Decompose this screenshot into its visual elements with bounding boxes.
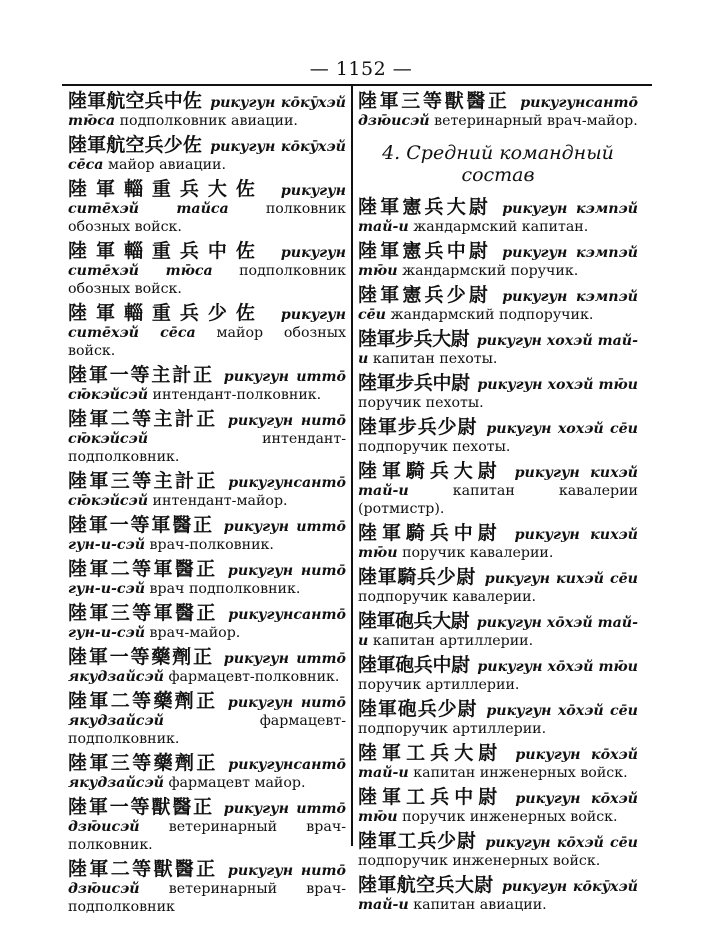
entry-translation: ветеринарный врач-майор. [434, 113, 638, 129]
dictionary-entry [358, 374, 638, 412]
entry-kanji: 陸軍砲兵少尉 [358, 698, 478, 720]
entry-kanji: 陸軍騎兵大尉 [358, 460, 502, 482]
dictionary-entry [358, 876, 638, 914]
entry-kanji: 陸軍憲兵少尉 [358, 284, 492, 306]
entry-romaji: рикугун ситēхэй сēса [68, 307, 346, 341]
entry-kanji: 陸軍航空兵少佐 [68, 134, 203, 156]
entry-kanji: 陸軍輜重兵中佐 [68, 240, 264, 262]
entry-romaji: рикугун кихэй тю̄и [358, 527, 638, 561]
dictionary-entry [358, 92, 638, 130]
entry-romaji: рикугун кэмпэй тю̄и [358, 245, 638, 279]
entry-romaji: рикугун хōхэй сēи [486, 703, 638, 719]
dictionary-entry [358, 286, 638, 324]
entry-translation: фармацевт-полковник. [168, 669, 340, 685]
entry-kanji: 陸軍騎兵中尉 [358, 522, 502, 544]
entry-romaji: рикугун кōкӯхэй сēса [68, 139, 346, 173]
dictionary-entry [68, 180, 346, 236]
entry-romaji: рикугун нитō сю̄кэйсэй [68, 413, 346, 447]
entry-romaji: рикугун кэмпэй тай-и [358, 201, 638, 235]
entry-kanji: 陸軍騎兵少尉 [358, 566, 477, 588]
entry-translation: врач-полковник. [149, 537, 274, 553]
entry-translation: полковник обозных войск. [68, 201, 346, 235]
entry-romaji: рикугун хохэй тай-и [358, 333, 638, 367]
entry-translation: подпоручик артиллерии. [358, 721, 547, 737]
dictionary-entry [68, 472, 346, 510]
entry-romaji: рикугунсантō сю̄кэйсэй [68, 475, 346, 509]
entry-romaji: рикугун ситēхэй тайса [68, 183, 346, 217]
entry-translation: поручик инженерных войск. [402, 809, 618, 825]
entry-translation: поручик кавалерии. [402, 545, 554, 561]
dictionary-entry [358, 524, 638, 562]
entry-kanji: 陸軍一等軍醫正 [68, 514, 214, 536]
entry-romaji: рикугун кōхэй сēи [485, 835, 639, 851]
entry-kanji: 陸軍工兵大尉 [358, 742, 503, 764]
page-number: — 1152 — [309, 58, 413, 80]
entry-romaji: рикугун кэмпэй сēи [358, 289, 638, 323]
entry-romaji: рикугун кихэй сēи [484, 571, 638, 587]
entry-kanji: 陸軍一等藥劑正 [68, 646, 214, 668]
entry-romaji: рикугун нитō дзю̄исэй [68, 863, 346, 897]
dictionary-entry [358, 462, 638, 518]
dictionary-entry [68, 516, 346, 554]
dictionary-entry [68, 604, 346, 642]
entry-translation: подпоручик инженерных войск. [358, 853, 601, 869]
entry-translation: подполковник авиации. [119, 113, 298, 129]
entry-translation: подпоручик кавалерии. [358, 589, 537, 605]
entry-translation: капитан пехоты. [372, 351, 498, 367]
entry-translation: поручик артиллерии. [358, 677, 520, 693]
entry-kanji: 陸軍航空兵大尉 [358, 874, 494, 896]
entry-romaji: рикугун кōхэй тай-и [358, 747, 638, 781]
entry-translation: врач-майор. [149, 625, 241, 641]
entry-kanji: 陸軍砲兵中尉 [358, 654, 470, 676]
dictionary-entry [68, 366, 346, 404]
entry-translation: ветеринарный врач-полковник. [68, 819, 346, 853]
column-divider [351, 86, 353, 846]
dictionary-entry [358, 568, 638, 606]
entry-kanji: 陸軍三等獸醫正 [358, 90, 510, 112]
entry-translation: ветеринарный врач-подполковник [68, 881, 346, 915]
dictionary-entry [68, 136, 346, 174]
dictionary-entry [68, 92, 346, 130]
entry-romaji: рикугун хохэй тю̄и [477, 377, 638, 393]
entry-romaji: рикугун нитō якудзайсэй [68, 695, 346, 729]
entry-translation: фармацевт-подполковник. [68, 713, 346, 747]
entry-kanji: 陸軍憲兵大尉 [358, 196, 492, 218]
entry-kanji: 陸軍航空兵中佐 [68, 90, 203, 112]
entry-romaji: рикугун иттō гун-и-сэй [68, 519, 346, 553]
top-rule [62, 84, 652, 86]
entry-romaji: рикугун хōхэй тю̄и [477, 659, 638, 675]
dictionary-entry [358, 242, 638, 280]
dictionary-entry [358, 198, 638, 236]
dictionary-entry [358, 418, 638, 456]
entry-translation: поручик пехоты. [358, 395, 484, 411]
entry-romaji: рикугун кōкӯхэй тю̄са [68, 95, 346, 129]
entry-kanji: 陸軍三等軍醫正 [68, 602, 218, 624]
dictionary-entry [68, 798, 346, 854]
entry-translation: майор обозных войск. [68, 325, 347, 359]
dictionary-entry [68, 304, 346, 360]
dictionary-entry [68, 242, 346, 298]
entry-romaji: рикугун хōхэй тай-и [358, 615, 638, 649]
entry-kanji: 陸軍二等獸醫正 [68, 858, 218, 880]
entry-romaji: рикугун иттō дзю̄исэй [68, 801, 346, 835]
dictionary-entry [68, 560, 346, 598]
entry-kanji: 陸軍輜重兵大佐 [68, 178, 264, 200]
entry-kanji: 陸軍步兵大尉 [358, 328, 470, 350]
entry-romaji: рикугун иттō якудзайсэй [68, 651, 346, 685]
entry-kanji: 陸軍輜重兵少佐 [68, 302, 264, 324]
entry-kanji: 陸軍三等主計正 [68, 470, 218, 492]
entry-translation: капитан кавалерии (ротмистр). [358, 483, 638, 517]
entry-translation: фармацевт майор. [168, 775, 306, 791]
right-column [358, 92, 638, 920]
left-column [68, 92, 346, 922]
entry-romaji: рикугун кōкӯхэй тай-и [358, 879, 638, 913]
entry-kanji: 陸軍二等軍醫正 [68, 558, 218, 580]
entry-kanji: 陸軍步兵少尉 [358, 416, 478, 438]
dictionary-entry [358, 744, 638, 782]
entry-romaji: рикугунсантō гун-и-сэй [68, 607, 346, 641]
entry-kanji: 陸軍一等獸醫正 [68, 796, 214, 818]
entry-translation: майор авиации. [108, 157, 227, 173]
entry-translation: капитан артиллерии. [372, 633, 534, 649]
dictionary-entry [68, 860, 346, 916]
entry-kanji: 陸軍砲兵大尉 [358, 610, 470, 632]
entry-romaji: рикугун хохэй сēи [486, 421, 638, 437]
section-heading: 4. Средний командный состав [382, 142, 614, 186]
dictionary-entry [68, 410, 346, 466]
entry-romaji: рикугун иттō сю̄кэйсэй [68, 369, 346, 403]
dictionary-entry [358, 788, 638, 826]
entry-romaji: рикугун нитō гун-и-сэй [68, 563, 346, 597]
entry-translation: интендант-майор. [152, 493, 288, 509]
dictionary-entry [358, 612, 638, 650]
entry-translation: интендант-подполковник. [68, 431, 346, 465]
entry-romaji: рикугун ситēхэй тю̄са [68, 245, 346, 279]
entry-translation: подполковник обозных войск. [68, 263, 346, 297]
dictionary-entry [358, 330, 638, 368]
entry-kanji: 陸軍步兵中尉 [358, 372, 470, 394]
entry-romaji: рикугунсантō дзю̄исэй [358, 95, 638, 129]
dictionary-entry [358, 832, 638, 870]
entry-translation: врач подполковник. [149, 581, 301, 597]
entry-kanji: 陸軍工兵少尉 [358, 830, 477, 852]
dictionary-entry [68, 754, 346, 792]
entry-romaji: рикугунсантō якудзайсэй [68, 757, 346, 791]
entry-translation: капитан авиации. [413, 897, 547, 913]
entry-kanji: 陸軍三等藥劑正 [68, 752, 218, 774]
entry-translation: жандармский капитан. [413, 219, 589, 235]
entry-romaji: рикугун кōхэй тю̄и [358, 791, 638, 825]
dictionary-entry [68, 648, 346, 686]
entry-kanji: 陸軍二等主計正 [68, 408, 218, 430]
entry-kanji: 陸軍工兵中尉 [358, 786, 503, 808]
entry-translation: жандармский поручик. [402, 263, 579, 279]
entry-kanji: 陸軍二等藥劑正 [68, 690, 218, 712]
entry-romaji: рикугун кихэй тай-и [358, 465, 638, 499]
dictionary-entry [68, 692, 346, 748]
entry-kanji: 陸軍憲兵中尉 [358, 240, 492, 262]
entry-kanji: 陸軍一等主計正 [68, 364, 214, 386]
entry-translation: капитан инженерных войск. [413, 765, 628, 781]
entry-translation: подпоручик пехоты. [358, 439, 511, 455]
entry-translation: интендант-полковник. [152, 387, 322, 403]
entry-translation: жандармский подпоручик. [390, 307, 594, 323]
dictionary-entry [358, 656, 638, 694]
dictionary-entry [358, 700, 638, 738]
